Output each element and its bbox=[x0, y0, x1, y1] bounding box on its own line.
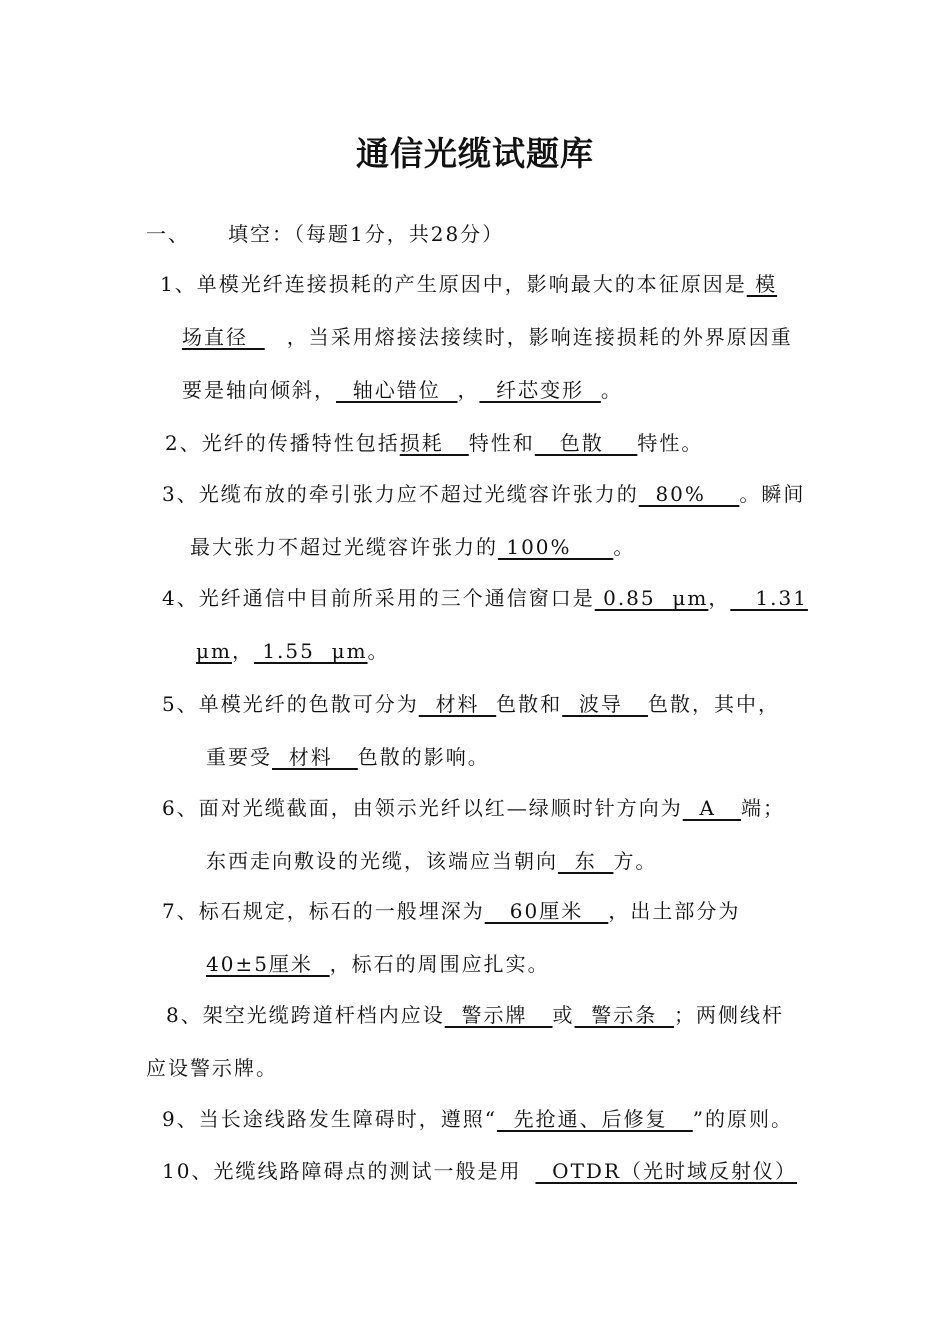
answer-blank: 色散 bbox=[534, 431, 638, 455]
question-text: 。 bbox=[367, 639, 390, 663]
question-7-line-1 bbox=[162, 895, 740, 924]
answer-blank: 损耗 bbox=[399, 431, 469, 455]
answer-blank: 轴心错位 bbox=[336, 378, 458, 402]
question-text: ，标石的周围应扎实。 bbox=[329, 952, 550, 976]
question-1-line-1 bbox=[160, 268, 777, 297]
question-text: 特性。 bbox=[637, 431, 704, 455]
question-1-line-2 bbox=[182, 321, 793, 350]
question-text: 9、当长途线路发生障碍时，遵照“ bbox=[162, 1107, 497, 1131]
answer-blank: 场直径 bbox=[182, 325, 265, 349]
question-text: 10、光缆线路障碍点的测试一般是用 bbox=[162, 1159, 522, 1183]
question-text: 。 bbox=[600, 378, 623, 402]
answer-blank: 60厘米 bbox=[484, 899, 609, 923]
question-6-line-1 bbox=[162, 792, 785, 821]
question-9 bbox=[162, 1103, 793, 1132]
answer-blank: 波导 bbox=[562, 692, 648, 716]
question-text: 7、标石规定，标石的一般埋深为 bbox=[162, 899, 485, 923]
question-1-line-3 bbox=[182, 374, 623, 403]
answer-blank: 警示条 bbox=[574, 1003, 674, 1027]
answer-blank: 模 bbox=[746, 272, 778, 296]
question-text: 方。 bbox=[613, 849, 658, 873]
answer-blank: 0.85 μm bbox=[594, 586, 709, 610]
answer-blank: OTDR（光时域反射仪） bbox=[535, 1159, 797, 1183]
question-text: ，出土部分为 bbox=[608, 899, 741, 923]
question-5-line-2 bbox=[206, 741, 490, 770]
question-text: 4、光纤通信中目前所采用的三个通信窗口是 bbox=[162, 586, 595, 610]
question-text: 重要受 bbox=[206, 745, 272, 769]
question-text: 色散和 bbox=[496, 692, 563, 716]
question-text: 3、光缆布放的牵引张力应不超过光缆容许张力的 bbox=[162, 482, 639, 506]
question-4-line-2 bbox=[196, 635, 390, 664]
answer-blank: 40±5厘米 bbox=[206, 952, 330, 976]
question-text: 6、面对光缆截面，由领示光纤以红—绿顺时针方向为 bbox=[162, 796, 683, 820]
page-title: 通信光缆试题库 bbox=[356, 134, 594, 173]
question-text: ， bbox=[231, 639, 254, 663]
question-text: ， bbox=[457, 378, 480, 402]
answer-blank: A bbox=[682, 796, 741, 820]
question-text: 2、光纤的传播特性包括 bbox=[165, 431, 400, 455]
answer-blank: 先抢通、后修复 bbox=[496, 1107, 693, 1131]
question-8-line-1 bbox=[166, 999, 784, 1028]
question-text: ”的原则。 bbox=[692, 1107, 793, 1131]
answer-blank: 警示牌 bbox=[444, 1003, 553, 1027]
question-text: 应设警示牌。 bbox=[146, 1056, 278, 1080]
answer-blank: 材料 bbox=[418, 692, 497, 716]
question-5-line-1 bbox=[162, 688, 780, 717]
question-text: ，当采用熔接法接续时，影响连接损耗的外界原因重 bbox=[286, 325, 793, 349]
answer-blank: μm bbox=[196, 639, 232, 663]
question-text: 色散，其中， bbox=[647, 692, 780, 716]
question-text: 或 bbox=[552, 1003, 575, 1027]
question-text: 要是轴向倾斜， bbox=[182, 378, 336, 402]
question-2 bbox=[165, 427, 703, 456]
answer-blank: 100% bbox=[498, 535, 614, 559]
question-text: ；两侧线杆 bbox=[673, 1003, 784, 1027]
question-6-line-2 bbox=[206, 845, 657, 874]
question-8-line-2 bbox=[146, 1052, 278, 1081]
section-number: 一、 bbox=[146, 222, 190, 246]
question-text: 5、单模光纤的色散可分为 bbox=[162, 692, 419, 716]
question-text: 东西走向敷设的光缆，该端应当朝向 bbox=[206, 849, 558, 873]
question-text: 色散的影响。 bbox=[357, 745, 490, 769]
answer-blank: 材料 bbox=[272, 745, 358, 769]
question-text: ， bbox=[708, 586, 731, 610]
answer-blank: 1.55 μm bbox=[253, 639, 368, 663]
answer-blank: 80% bbox=[638, 482, 740, 506]
question-10 bbox=[162, 1155, 797, 1184]
question-text: 端； bbox=[740, 796, 785, 820]
question-3-line-2 bbox=[190, 531, 635, 560]
section-heading bbox=[146, 218, 504, 247]
question-text: 特性和 bbox=[468, 431, 535, 455]
question-4-line-1 bbox=[162, 582, 808, 611]
question-text: 最大张力不超过光缆容许张力的 bbox=[190, 535, 498, 559]
question-7-line-2 bbox=[206, 948, 550, 977]
answer-blank: 纤芯变形 bbox=[479, 378, 601, 402]
section-label: 填空：（每题1分，共28分） bbox=[228, 222, 505, 246]
answer-blank: 东 bbox=[558, 849, 614, 873]
question-text: 。瞬间 bbox=[739, 482, 806, 506]
question-text: 。 bbox=[613, 535, 636, 559]
question-text: 8、架空光缆跨道杆档内应设 bbox=[166, 1003, 445, 1027]
question-3-line-1 bbox=[162, 478, 805, 507]
question-text: 1、单模光纤连接损耗的产生原因中，影响最大的本征原因是 bbox=[160, 272, 747, 296]
answer-blank: 1.31 bbox=[730, 586, 808, 610]
